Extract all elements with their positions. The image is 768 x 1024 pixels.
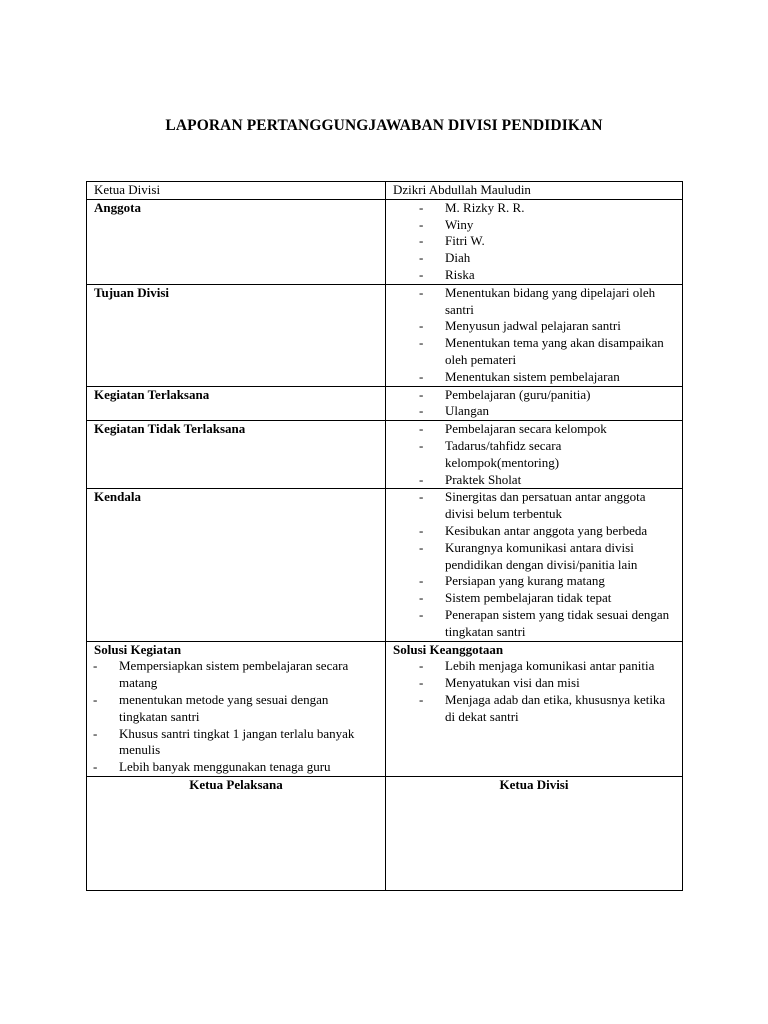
list-item: - Kurangnya komunikasi antara divisi pendidikan dengan divisi/panitia lain bbox=[445, 540, 675, 574]
list-item: - Menentukan bidang yang dipelajari oleh santri bbox=[445, 285, 675, 319]
solution-membership-cell bbox=[386, 641, 683, 776]
list-item: - Pembelajaran (guru/panitia) bbox=[445, 387, 675, 404]
document-title: LAPORAN PERTANGGUNGJAWABAN DIVISI PENDIDIKAN bbox=[165, 117, 603, 134]
list-item: - Fitri W. bbox=[445, 233, 675, 250]
table-row bbox=[87, 199, 683, 284]
table-row bbox=[87, 386, 683, 421]
row-label: Kendala bbox=[87, 489, 386, 641]
list-item: - menentukan metode yang sesuai dengan tingkatan santri bbox=[119, 692, 378, 726]
list-item: - Menentukan tema yang akan disampaikan oleh pemateri bbox=[445, 335, 675, 369]
list-item: - Menyusun jadwal pelajaran santri bbox=[445, 318, 675, 335]
list-item: - Winy bbox=[445, 217, 675, 234]
report-table bbox=[86, 181, 683, 891]
table-row bbox=[87, 284, 683, 386]
list-item: - Sistem pembelajaran tidak tepat bbox=[445, 590, 675, 607]
signature-row bbox=[87, 776, 683, 890]
table-row bbox=[87, 641, 683, 776]
row-label: Tujuan Divisi bbox=[87, 284, 386, 386]
list-item: - Mempersiapkan sistem pembelajaran secara matang bbox=[119, 658, 378, 692]
list-item: - Lebih menjaga komunikasi antar panitia bbox=[445, 658, 675, 675]
table-row bbox=[87, 489, 683, 641]
goal-list bbox=[393, 285, 675, 386]
table-row bbox=[87, 182, 683, 200]
solution-activity-list bbox=[94, 658, 378, 776]
undone-activity-list bbox=[393, 421, 675, 488]
list-item: - Ulangan bbox=[445, 403, 675, 420]
list-item: - Menentukan sistem pembelajaran bbox=[445, 369, 675, 386]
row-label: Kegiatan Terlaksana bbox=[87, 386, 386, 421]
table-row bbox=[87, 421, 683, 489]
list-item: - Tadarus/tahfidz secara kelompok(mentoring) bbox=[445, 438, 675, 472]
row-label: Kegiatan Tidak Terlaksana bbox=[87, 421, 386, 489]
row-label: Anggota bbox=[87, 199, 386, 284]
obstacle-list bbox=[393, 489, 675, 640]
signature-right: Ketua Divisi bbox=[386, 776, 683, 890]
list-item: - Lebih banyak menggunakan tenaga guru bbox=[119, 759, 378, 776]
solution-activity-cell bbox=[87, 641, 386, 776]
list-item: - Menjaga adab dan etika, khususnya ketika di dekat santri bbox=[445, 692, 675, 726]
member-list bbox=[393, 200, 675, 284]
list-item: - M. Rizky R. R. bbox=[445, 200, 675, 217]
list-item: - Kesibukan antar anggota yang berbeda bbox=[445, 523, 675, 540]
solution-membership-list bbox=[393, 658, 675, 725]
list-item: - Pembelajaran secara kelompok bbox=[445, 421, 675, 438]
solution-activity-heading: Solusi Kegiatan bbox=[94, 641, 182, 657]
row-value: Dzikri Abdullah Mauludin bbox=[386, 182, 683, 200]
list-item: - Riska bbox=[445, 267, 675, 284]
list-item: - Sinergitas dan persatuan antar anggota divisi belum terbentuk bbox=[445, 489, 675, 523]
done-activity-list bbox=[393, 387, 675, 421]
list-item: - Persiapan yang kurang matang bbox=[445, 573, 675, 590]
list-item: - Diah bbox=[445, 250, 675, 267]
row-label: Ketua Divisi bbox=[87, 182, 386, 200]
signature-left: Ketua Pelaksana bbox=[87, 776, 386, 890]
list-item: - Menyatukan visi dan misi bbox=[445, 675, 675, 692]
list-item: - Penerapan sistem yang tidak sesuai dengan tingkatan santri bbox=[445, 607, 675, 641]
list-item: - Praktek Sholat bbox=[445, 472, 675, 489]
solution-membership-heading: Solusi Keanggotaan bbox=[393, 641, 504, 657]
list-item: - Khusus santri tingkat 1 jangan terlalu banyak menulis bbox=[119, 726, 378, 760]
